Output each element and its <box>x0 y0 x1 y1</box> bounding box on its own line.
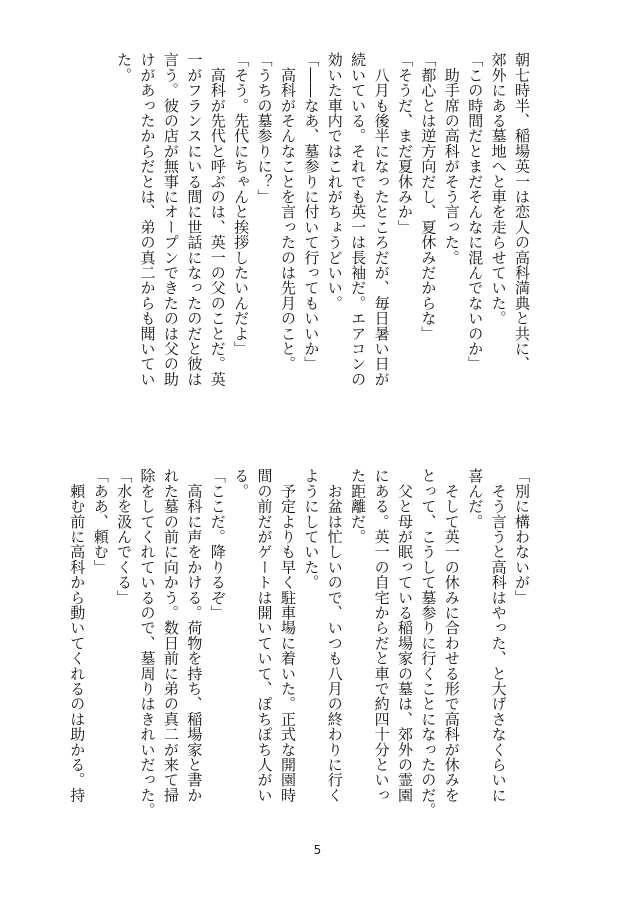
text-column: 間の前だがゲートは開いていて、ぽちぽち人がい <box>255 468 274 803</box>
text-column: 「そうだ、まだ夏休みか」 <box>395 52 414 235</box>
text-column: お盆は忙しいので、いつも八月の終わりに行く <box>325 468 344 803</box>
text-column: 頼む前に高科から動いてくれるのは助かる。持 <box>68 468 87 803</box>
page-number: 5 <box>313 843 322 857</box>
text-column: 「うちの墓参りに？」 <box>255 52 274 204</box>
upper-text-block <box>112 52 533 432</box>
text-column: 助手席の高科がそう言った。 <box>442 52 461 265</box>
text-column: 「水を汲んでくる」 <box>115 468 134 605</box>
text-column: 父と母が眠っている稲場家の墓は、郊外の霊園 <box>395 468 414 803</box>
text-column: 効いた車内ではこれがちょうどいい。 <box>325 52 344 311</box>
text-column: 一がフランスにいる間に世話になったのだと彼は <box>185 52 204 387</box>
text-column: る。 <box>232 468 251 499</box>
text-column: 「そう。先代にちゃんと挨拶したいんだよ」 <box>232 52 251 356</box>
text-column: 「この時間だとまだそんなに混んでないのか」 <box>466 52 485 372</box>
text-column: 除をしてくれているので、墓周りはきれいだった。 <box>138 468 157 818</box>
text-column: そして英一の休みに合わせる形で高科が休みを <box>442 468 461 803</box>
text-column: けがあったからだとは、弟の真二からも聞いてい <box>138 52 157 387</box>
text-column: れた墓の前に向かう。数日前に弟の真二が来て掃 <box>161 468 180 803</box>
text-column: とって、こうして墓参りに行くことになったのだ。 <box>419 468 438 818</box>
text-column: 予定よりも早く駐車場に着いた。正式な開園時 <box>278 468 297 803</box>
text-column: ようにしていた。 <box>302 468 321 590</box>
text-column: 「ここだ。降りるぞ」 <box>208 468 227 620</box>
text-column: 「ああ、頼む」 <box>91 468 110 575</box>
text-column: にある。英一の自宅からだと車で約四十分といっ <box>372 468 391 803</box>
text-column: 朝七時半、稲場英一は恋人の高科満典と共に、 <box>513 52 531 372</box>
text-column: 喜んだ。 <box>466 468 485 529</box>
text-column: 郊外にある墓地へと車を走らせていた。 <box>489 52 508 326</box>
text-column: た。 <box>115 52 134 83</box>
text-column: 高科が先代と呼ぶのは、英一の父のことだ。英 <box>208 52 227 387</box>
text-column: 「都心とは逆方向だし、夏休みだからな」 <box>419 52 438 341</box>
text-column: 「別に構わないが」 <box>513 468 531 605</box>
text-column: 八月も後半になったところだが、毎日暑い日が <box>372 52 391 387</box>
lower-text-block <box>65 468 533 848</box>
text-column: そう言うと高科はやった、と大げさなくらいに <box>489 468 508 803</box>
text-column: 高科に声をかける。荷物を持ち、稲場家と書か <box>185 468 204 803</box>
text-column: 高科がそんなことを言ったのは先月のこと。 <box>278 52 297 372</box>
text-column: 言う。彼の店が無事にオープンできたのは父の助 <box>161 52 180 387</box>
text-column: 「――なあ、墓参りに付いて行ってもいいか」 <box>302 52 321 372</box>
text-column: 続いている。それでも英一は長袖だ。エアコンの <box>349 52 368 387</box>
text-column: た距離だ。 <box>349 468 368 544</box>
